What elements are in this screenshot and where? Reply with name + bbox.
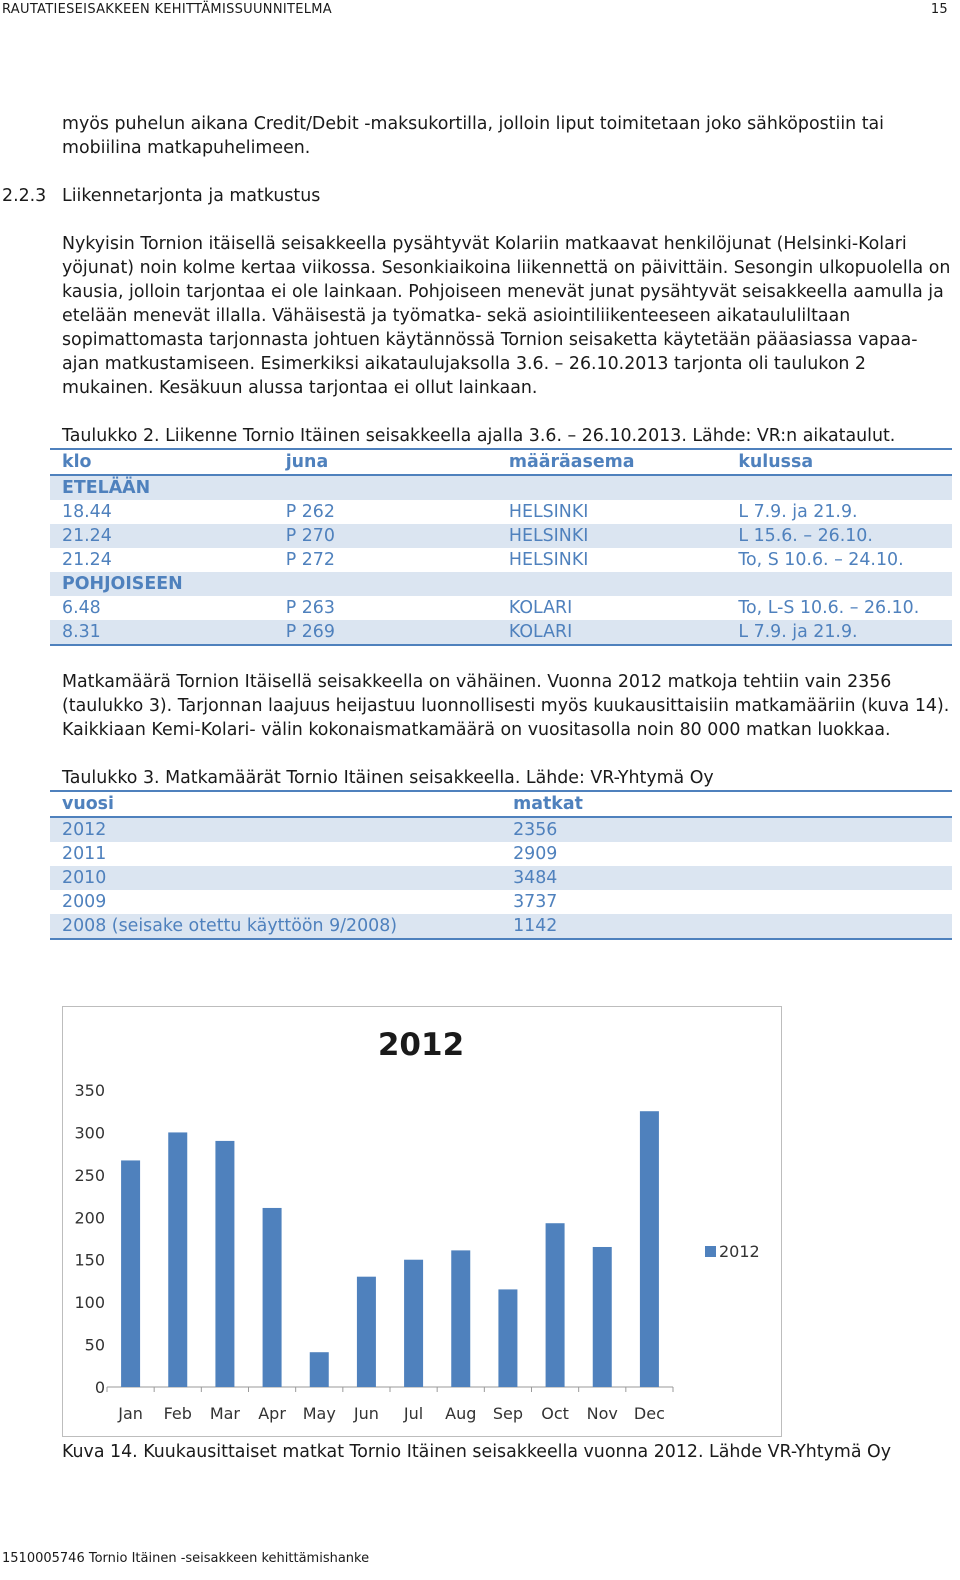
table-cell: P 272	[285, 550, 335, 570]
table-cell: L 15.6. – 26.10.	[726, 524, 952, 548]
section-title: Liikennetarjonta ja matkustus	[62, 186, 321, 206]
table2-group-label: POHJOISEEN	[50, 572, 952, 596]
bar-may	[310, 1352, 329, 1387]
table-cell: 8.31	[50, 620, 274, 645]
table-row	[50, 866, 952, 890]
table3	[50, 790, 952, 940]
x-tick-label: Apr	[258, 1404, 286, 1423]
table-cell: 6.48	[62, 598, 101, 618]
x-tick-label: Jun	[353, 1404, 379, 1423]
table-row	[50, 596, 952, 620]
table2-group-label: ETELÄÄN	[50, 475, 952, 500]
x-tick-label: Jan	[118, 1404, 143, 1423]
bar-dec	[640, 1111, 659, 1387]
table3-caption: Taulukko 3. Matkamäärät Tornio Itäinen seisakkeella. Lähde: VR-Yhtymä Oy	[62, 768, 714, 788]
paragraph-2: Nykyisin Tornion itäisellä seisakkeella pysähtyvät Kolariin matkaavat henkilöjunat (Helsinki-Kolari yöjunat) noin kolme kertaa viikossa. Sesonkiaikoina liikennettä on päivittäin. Sesongin ulkopuolella on kausia, jolloin tarjontaa ei ole lainkaan. Pohjoiseen menevät junat pysähtyvät seisakkeella aamulla ja etelään menevät illalla. Vähäisestä ja työmatka- sekä asiointiliikenteeseen aikataululiltaan sopimattomasta tarjonnasta johtuen käytännössä Tornion seisaketta käytetään pääasiassa vapaa-ajan matkustamiseen. Esimerkiksi aikataulujaksolla 3.6. – 26.10.2013 tarjonta oli taulukon 2 mukainen. Kesäkuun alussa tarjontaa ei ollut lainkaan.	[62, 234, 951, 398]
table2-group-row	[50, 572, 952, 596]
bar-jan	[121, 1160, 140, 1387]
page-number: 15	[930, 2, 948, 17]
y-tick-label: 50	[84, 1335, 105, 1355]
table-cell: 2011	[62, 844, 107, 864]
table-cell: 3737	[513, 892, 558, 912]
legend-swatch	[705, 1246, 716, 1257]
table-row	[50, 914, 952, 939]
x-tick-label: Jul	[403, 1404, 424, 1423]
table-cell: P 269	[274, 620, 497, 645]
table-cell: 2356	[501, 817, 952, 842]
table-cell: 2010	[50, 866, 501, 890]
bar-oct	[546, 1223, 565, 1387]
bar-apr	[263, 1208, 282, 1387]
page-content	[2, 112, 952, 940]
section-heading	[2, 184, 952, 208]
table-row	[50, 524, 952, 548]
table-cell: 3484	[501, 866, 952, 890]
y-tick-label: 300	[74, 1123, 105, 1143]
table-cell: P 263	[285, 598, 335, 618]
table-cell: 2012	[50, 817, 501, 842]
bar-nov	[593, 1247, 612, 1387]
x-tick-label: Nov	[586, 1404, 618, 1423]
bar-jun	[357, 1277, 376, 1387]
bar-mar	[215, 1141, 234, 1387]
bar-chart-svg	[63, 1007, 781, 1436]
y-tick-label: 250	[74, 1165, 105, 1185]
table2-header-cell: kulussa	[726, 449, 952, 475]
table3-header-row	[50, 791, 952, 817]
table2	[50, 448, 952, 646]
table-row	[50, 620, 952, 645]
document-title: RAUTATIESEISAKKEEN KEHITTÄMISSUUNNITELMA	[2, 2, 332, 17]
y-tick-label: 150	[74, 1250, 105, 1270]
table2-header-cell: määräasema	[497, 449, 726, 475]
x-tick-label: Mar	[209, 1404, 241, 1423]
table-row	[50, 890, 952, 914]
table-cell: HELSINKI	[497, 524, 726, 548]
table3-header-cell: vuosi	[50, 791, 501, 817]
section-number: 2.2.3	[2, 186, 47, 206]
table2-header-cell: juna	[274, 449, 497, 475]
table-cell: 2008 (seisake otettu käyttöön 9/2008)	[50, 914, 501, 939]
table-cell: 2909	[513, 844, 558, 864]
x-tick-label: Aug	[445, 1404, 477, 1423]
table2-caption: Taulukko 2. Liikenne Tornio Itäinen seisakkeella ajalla 3.6. – 26.10.2013. Lähde: VR:n aikataulut.	[62, 426, 896, 446]
table-row	[50, 500, 952, 524]
page-footer: 1510005746 Tornio Itäinen -seisakkeen kehittämishanke	[2, 1551, 370, 1566]
table-cell: 18.44	[62, 502, 112, 522]
table-cell: 2009	[62, 892, 107, 912]
paragraph-1: myös puhelun aikana Credit/Debit -maksukortilla, jolloin liput toimitetaan joko sähköpostiin tai mobiilina matkapuhelimeen.	[62, 114, 885, 158]
table-row	[50, 842, 952, 866]
table2-group-row	[50, 475, 952, 500]
table3-header-cell: matkat	[501, 791, 952, 817]
table-cell: HELSINKI	[508, 502, 589, 522]
bar-aug	[451, 1250, 470, 1387]
table-row	[50, 548, 952, 572]
table-cell: KOLARI	[497, 620, 726, 645]
legend-label: 2012	[719, 1242, 760, 1261]
x-tick-label: Feb	[163, 1404, 192, 1423]
y-tick-label: 100	[74, 1293, 105, 1313]
table-cell: L 7.9. ja 21.9.	[738, 502, 858, 522]
monthly-trips-chart	[62, 1006, 782, 1437]
table-cell: L 7.9. ja 21.9.	[726, 620, 952, 645]
x-tick-label: Sep	[492, 1404, 523, 1423]
table-cell: KOLARI	[508, 598, 573, 618]
table-cell: 21.24	[50, 524, 274, 548]
table2-header-row	[50, 449, 952, 475]
x-tick-label: Oct	[541, 1404, 569, 1423]
paragraph-3: Matkamäärä Tornion Itäisellä seisakkeella on vähäinen. Vuonna 2012 matkoja tehtiin vain 2356 (taulukko 3). Tarjonnan laajuus heijastuu luonnollisesti myös kuukausittaisiin matkamääriin (kuva 14). Kaikkiaan Kemi-Kolari- välin kokonaismatkamäärä on vuositasolla noin 80 000 matkan luokkaa.	[62, 672, 950, 740]
bar-feb	[168, 1132, 187, 1387]
y-tick-label: 350	[74, 1081, 105, 1100]
chart-title: 2012	[377, 1027, 465, 1063]
y-tick-label: 200	[74, 1208, 105, 1228]
y-tick-label: 0	[94, 1378, 105, 1397]
table-cell: P 270	[274, 524, 497, 548]
table-cell: To, L-S 10.6. – 26.10.	[738, 598, 920, 618]
table-cell: To, S 10.6. – 24.10.	[738, 550, 904, 570]
table-cell: 21.24	[62, 550, 112, 570]
table-cell: P 262	[285, 502, 335, 522]
x-tick-label: May	[302, 1404, 336, 1423]
table-cell: HELSINKI	[508, 550, 589, 570]
table-row	[50, 817, 952, 842]
figure-caption: Kuva 14. Kuukausittaiset matkat Tornio Itäinen seisakkeella vuonna 2012. Lähde VR-Yhtymä Oy	[62, 1442, 891, 1462]
bar-sep	[498, 1289, 517, 1387]
table-cell: 1142	[501, 914, 952, 939]
x-tick-label: Dec	[633, 1404, 665, 1423]
bar-jul	[404, 1260, 423, 1387]
table2-header-cell: klo	[50, 449, 274, 475]
